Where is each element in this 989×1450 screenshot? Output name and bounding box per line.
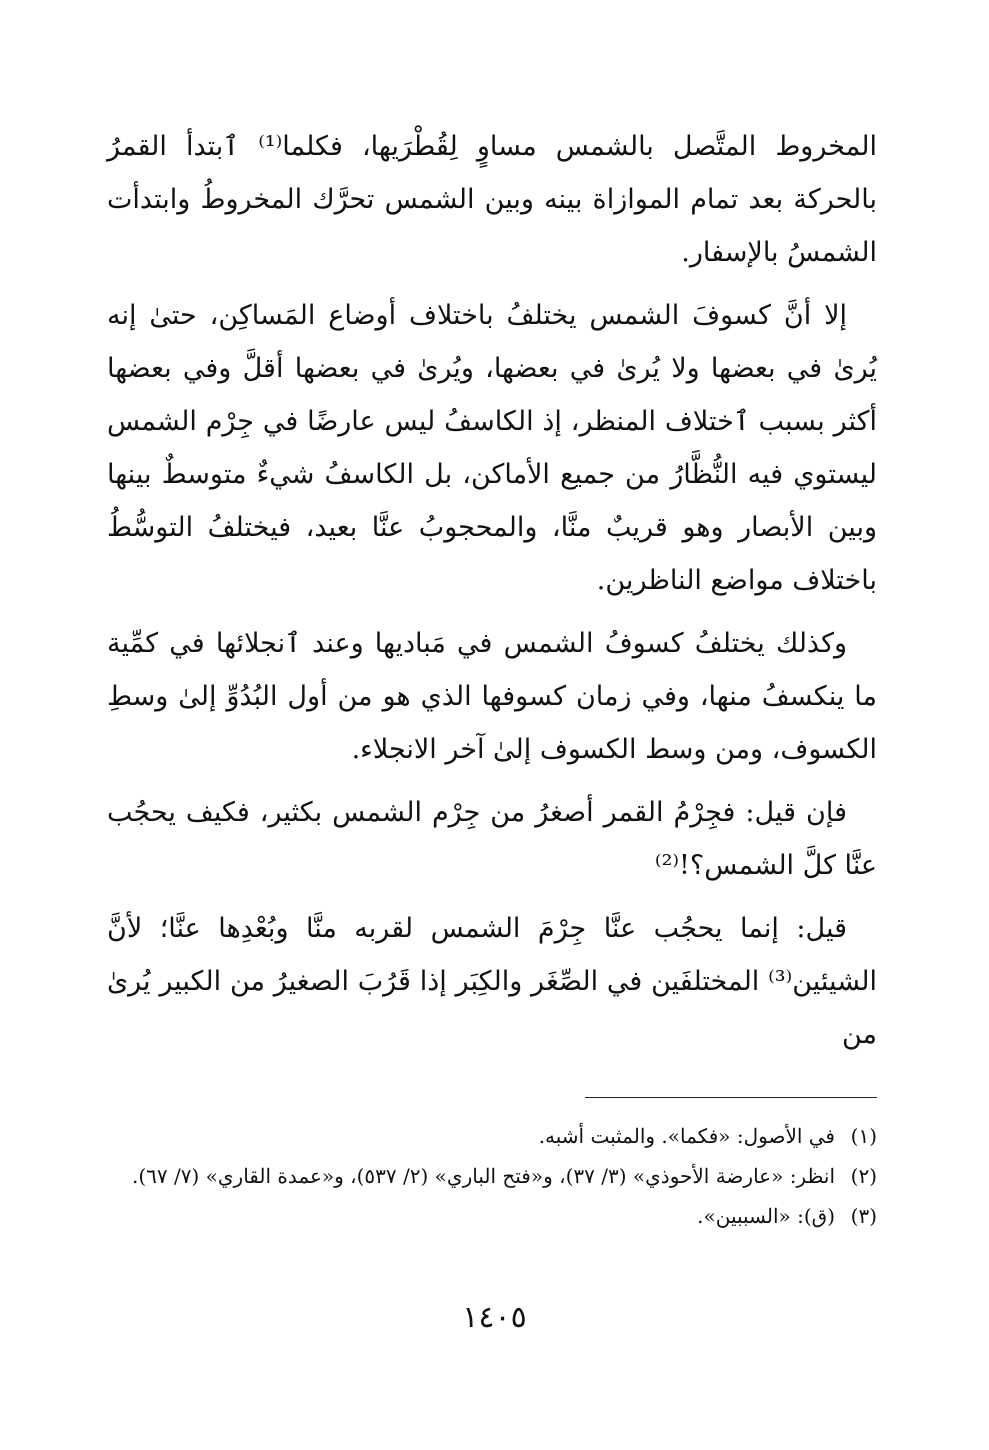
footnote-number: (١) [850,1124,877,1148]
paragraph-1: المخروط المتَّصل بالشمس مساوٍ لِقُطْرَيها، فكلما⁽¹⁾ ٱبتدأ القمرُ بالحركة بعد تمام الموازاة بينه وبين الشمس تحرَّك المخروطُ وابتدأت الشمسُ بالإسفار. [107,131,877,268]
page-number: ١٤٠٥ [462,1300,527,1335]
paragraph-4: فإن قيل: فجِرْمُ القمر أصغرُ من جِرْم الشمس بكثير، فكيف يحجُب عنَّا كلَّ الشمس؟!⁽²⁾ [107,797,877,881]
footnotes [107,1116,877,1236]
footnote-3 [107,1196,877,1236]
paragraph-2: إلا أنَّ كسوفَ الشمس يختلفُ باختلاف أوضاع المَساكِن، حتىٰ إنه يُرىٰ في بعضها ولا يُرىٰ في بعضها، ويُرىٰ في بعضها أقلَّ وفي بعضها أكثر بسبب ٱختلاف المنظر، إذ الكاسفُ ليس عارضًا في جِرْم الشمس ليستوي فيه النُّظَّارُ من جميع الأماكن، بل الكاسفُ شيءٌ متوسطٌ بينها وبين الأبصار وهو قريبٌ منَّا، والمحجوبُ عنَّا بعيد، فيختلفُ التوسُّطُ باختلاف مواضع الناظرين. [107,300,877,596]
footnote-text: (ق): «السببين». [697,1204,835,1228]
main-text [107,120,877,1071]
footnote-number: (٢) [850,1164,877,1188]
paragraph-5: قيل: إنما يحجُب عنَّا جِرْمَ الشمس لقربه منَّا وبُعْدِها عنَّا؛ لأنَّ الشيئين⁽³⁾ المختلفَين في الصِّغَر والكِبَر إذا قَرُبَ الصغيرُ من الكبير يُرىٰ من [107,913,878,1050]
footnote-1 [107,1116,877,1156]
paragraph-3: وكذلك يختلفُ كسوفُ الشمس في مَباديها وعند ٱنجلائها في كمِّية ما ينكسفُ منها، وفي زمان كسوفها الذي هو من أول البُدُوِّ إلىٰ وسطِ الكسوف، ومن وسط الكسوف إلىٰ آخر الانجلاء. [107,628,877,765]
footnote-2 [107,1156,877,1196]
footnote-divider [585,1097,877,1098]
footnote-text: انظر: «عارضة الأحوذي» (٣/ ٣٧)، و«فتح الباري» (٢/ ٥٣٧)، و«عمدة القاري» (٧/ ٦٧). [131,1164,835,1188]
footnote-text: في الأصول: «فكما». والمثبت أشبه. [538,1124,835,1148]
footnote-number: (٣) [850,1204,877,1228]
